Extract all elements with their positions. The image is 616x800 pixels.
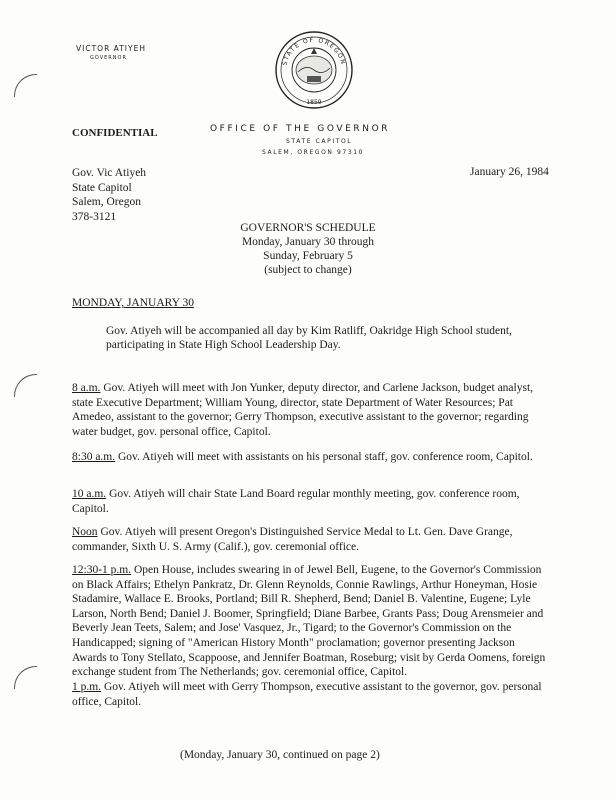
address-line: Salem, Oregon: [72, 196, 141, 208]
office-address-line: STATE CAPITOL: [286, 138, 353, 145]
entry-text: Gov. Atiyeh will chair State Land Board regular monthly meeting, gov. conference room, Capitol.: [72, 488, 520, 515]
schedule-entry: [72, 487, 548, 516]
binder-hole-mark: [14, 374, 37, 397]
entry-time: 8:30 a.m.: [72, 451, 116, 463]
schedule-title-block: [168, 221, 448, 277]
address-line: State Capitol: [72, 181, 132, 194]
schedule-entry: [72, 381, 548, 439]
entry-time: 12:30-1 p.m.: [72, 564, 132, 576]
schedule-entry: [72, 450, 548, 465]
schedule-range: Sunday, February 5: [263, 250, 353, 262]
schedule-range: Monday, January 30 through: [241, 236, 375, 248]
entry-time: 1 p.m.: [72, 681, 102, 693]
entry-text: Gov. Atiyeh will present Oregon's Distinguished Service Medal to Lt. Gen. Dave Grange, commander, Sixth U. S. Army (Calif.), gov. ceremonial office.: [72, 526, 513, 553]
schedule-entry: [72, 563, 548, 680]
address-line: Gov. Vic Atiyeh: [72, 167, 147, 179]
state-seal-icon: [274, 30, 354, 110]
entry-text: Gov. Atiyeh will meet with Gerry Thompson, executive assistant to the governor, gov. personal office, Capitol.: [72, 681, 542, 708]
office-address-line: SALEM, OREGON 97310: [262, 149, 365, 156]
entry-time: 8 a.m.: [72, 382, 101, 394]
entry-text: Gov. Atiyeh will meet with assistants on his personal staff, gov. conference room, Capitol.: [115, 451, 533, 463]
schedule-title: GOVERNOR'S SCHEDULE: [240, 222, 376, 234]
address-line: 378-3121: [72, 210, 117, 223]
schedule-entry: [72, 525, 548, 554]
entry-time: 10 a.m.: [72, 488, 107, 500]
binder-hole-mark: [14, 666, 37, 689]
schedule-note: (subject to change): [264, 264, 352, 276]
document-date: January 26, 1984: [470, 166, 549, 178]
governor-name: VICTOR ATIYEH: [76, 44, 146, 53]
governor-title: GOVERNOR: [90, 55, 127, 61]
entry-text: Gov. Atiyeh will meet with Jon Yunker, deputy director, and Carlene Jackson, budget analyst, state Executive Department; William Young, director, state Department of Water Resources; Pat Amedeo, assistant to the governor; Gerry Thompson, executive assistant to the governor; regarding water budget, gov. personal office, Capitol.: [72, 382, 534, 438]
entry-time: Noon: [72, 526, 98, 538]
sender-address: [72, 166, 146, 224]
day-heading: MONDAY, JANUARY 30: [72, 297, 194, 309]
office-title: OFFICE OF THE GOVERNOR: [210, 124, 391, 134]
intro-paragraph: Gov. Atiyeh will be accompanied all day by Kim Ratliff, Oakridge High School student, participating in State High School Leadership Day.: [106, 325, 512, 351]
binder-hole-mark: [14, 74, 37, 97]
confidential-label: CONFIDENTIAL: [72, 127, 158, 139]
entry-text: Open House, includes swearing in of Jewel Bell, Eugene, to the Governor's Commission on Black Affairs; Ethelyn Pankratz, Dr. Glenn Reynolds, Connie Rawlings, Arthur Honeyman, Hosie Stadamire, Wallace E. Brooks, Portland; Bill R. Shepherd, Bend; Daniel B. Valentine, Eugene; Lyle Larson, North Bend; Daniel J. Boomer, Springfield; Diane Barbee, Grants Pass; Doug Arensmeier and Beverly Jean Teets, Salem; and Jose' Vasquez, Jr., Tigard; to the Governor's Commission on the Handicapped; signing of "American History Month" proclamation; governor presenting Jackson Awards to Tony Stellato, Scappoose, and Jennifer Boatman, Roseburg; visit by Gerda Oomens, foreign exchange student from The Netherlands; gov. ceremonial office, Capitol.: [72, 564, 546, 679]
continuation-note: (Monday, January 30, continued on page 2): [180, 749, 380, 761]
seal-year: 1859: [306, 99, 322, 106]
seal-text: STATE OF OREGON: [281, 36, 347, 67]
schedule-entry: [72, 680, 548, 709]
